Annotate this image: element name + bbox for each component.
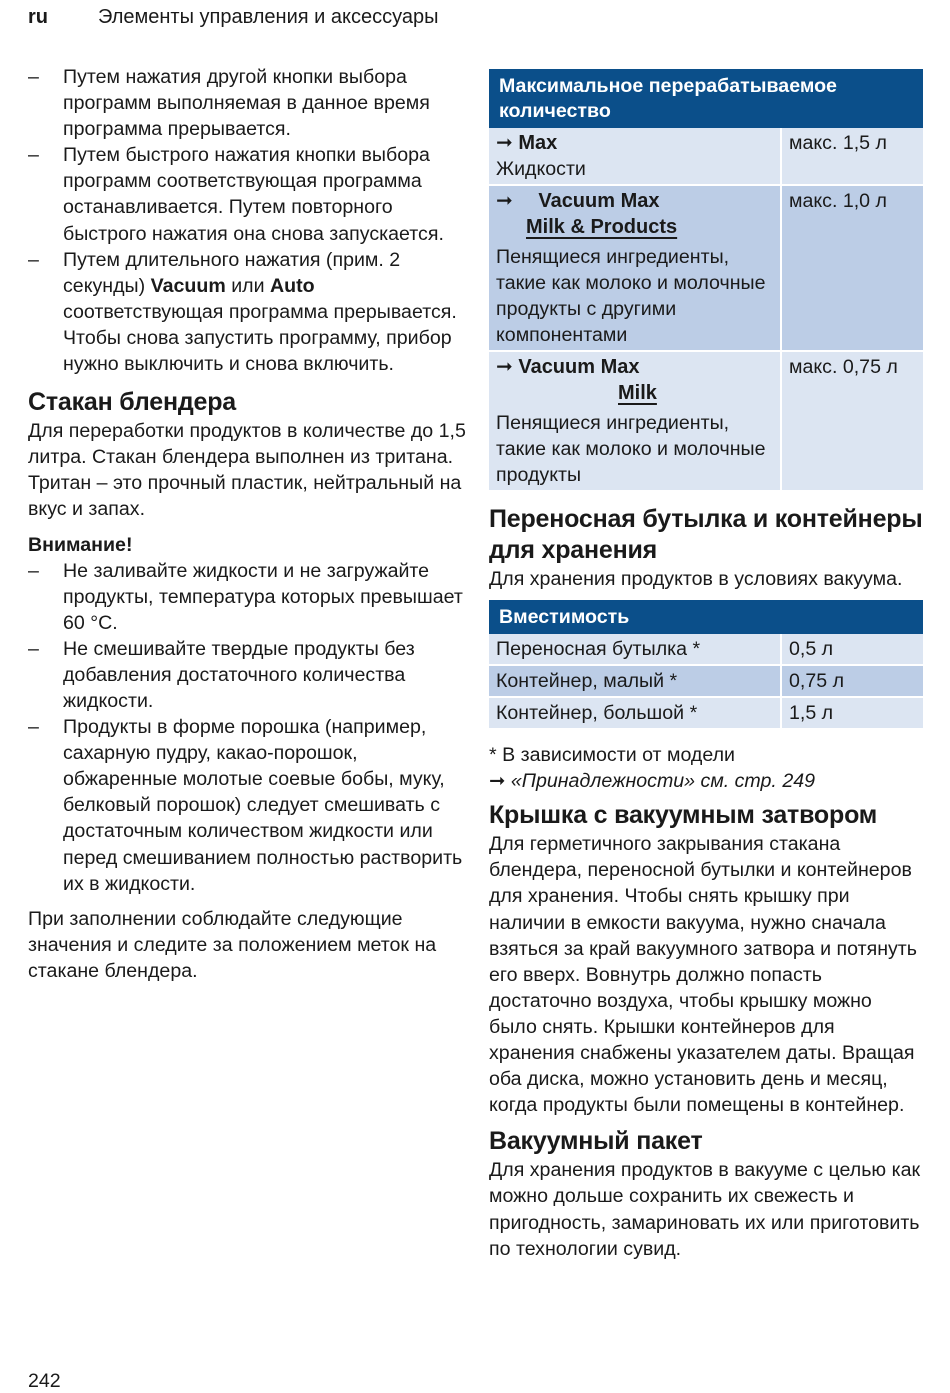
footnote: * В зависимости от модели (489, 744, 735, 767)
table-header: Максимальное перерабатываемое количество (489, 69, 923, 128)
table-row: ➞ Vacuum Max Milk Пенящиеся ингредиенты, такие как молоко и молочные продукты макс. 0,75 л (489, 352, 923, 492)
list-item: – Не заливайте жидкости и не загружайте продукты, температура которых превышает 60 °C. (28, 559, 463, 634)
page-number: 242 (28, 1370, 61, 1392)
arrow-right-icon: ➞ (489, 770, 506, 793)
list-item: – Не смешивайте твердые продукты без добавления достаточного количества жидкости. (28, 637, 415, 712)
list-item: – Путем нажатия другой кнопки выбора программ выполняемая в данное время программа прерывается. (28, 66, 430, 141)
list-item: – Путем длительного нажатия (прим. 2 секунды) Vacuum или Auto соответствующая программа прерывается. Чтобы снова запустить программу, прибор нужно выключить и снова включить. (28, 248, 457, 376)
capacity-table (489, 600, 923, 730)
accessories-reference[interactable]: ➞ «Принадлежности» см. стр. 249 (489, 770, 816, 793)
header-title: Элементы управления и аксессуары (98, 6, 439, 28)
table-row: Контейнер, большой * 1,5 л (489, 698, 923, 730)
page-header (28, 6, 439, 29)
storage-intro: Для хранения продуктов в условиях вакуума. (489, 568, 903, 590)
table-row: ➞ Vacuum Max Milk & Products Пенящиеся ингредиенты, такие как молоко и молочные продукты с другими компонентами макс. 1,0 л (489, 186, 923, 352)
left-column (28, 64, 468, 984)
vacuum-bag-text: Для хранения продуктов в вакууме с целью как можно дольше сохранить их свежесть и пригодность, замариновать их или приготовить по технологии сувид. (489, 1159, 921, 1260)
auto-label: Auto (269, 274, 315, 297)
table-row: Переносная бутылка * 0,5 л (489, 634, 923, 666)
max-quantity-table (489, 69, 923, 492)
arrow-right-icon: ➞ (496, 356, 513, 378)
list-item: – Путем быстрого нажатия кнопки выбора программ соответствующая программа останавливается. Путем повторного быстрого нажатия она снова запускается. (28, 144, 444, 245)
vacuum-label: Vacuum (150, 274, 226, 297)
blender-jar-intro: Для переработки продуктов в количестве до 1,5 литра. Стакан блендера выполнен из тритана. Тритан – это прочный пластик, нейтральный на вкус и запах. (28, 420, 466, 521)
filling-note: При заполнении соблюдайте следующие значения и следите за положением меток на стакане блендера. (28, 907, 437, 982)
language-code: ru (28, 6, 48, 28)
section-heading-vacuum-bag: Вакуумный пакет (489, 1127, 703, 1156)
table-row: ➞ Max Жидкости макс. 1,5 л (489, 128, 923, 186)
lid-text: Для герметичного закрывания стакана блендера, переносной бутылки и контейнеров для хранения. Чтобы снять крышку при наличии в емкости вакуума, нужно сначала взяться за край вакуумного затвора и потянуть его вверх. Вовнутрь должно попасть достаточно воздуха, чтобы крышку можно было снять. Крышки контейнеров для хранения снабжены указателем даты. Вращая оба диска, можно установить день и месяц, когда продукты были помещены в контейнер. (489, 833, 917, 1117)
table-row: Контейнер, малый * 0,75 л (489, 666, 923, 698)
list-item: – Продукты в форме порошка (например, сахарную пудру, какао-порошок, обжаренные молотые соевые бобы, муку, белковый порошок) следует смешивать с достаточным количеством жидкости или перед смешиванием полностью растворить их в жидкости. (28, 716, 463, 895)
attention-label: Внимание! (28, 533, 133, 556)
section-heading-blender-jar: Стакан блендера (28, 388, 236, 417)
section-heading-storage: Переносная бутылка и контейнеры для хранения (489, 505, 923, 564)
section-heading-lid: Крышка с вакуумным затвором (489, 801, 878, 830)
right-column (489, 69, 923, 1262)
arrow-right-icon: ➞ (496, 190, 513, 212)
table-header: Вместимость (489, 600, 923, 634)
arrow-right-icon: ➞ (496, 132, 513, 154)
